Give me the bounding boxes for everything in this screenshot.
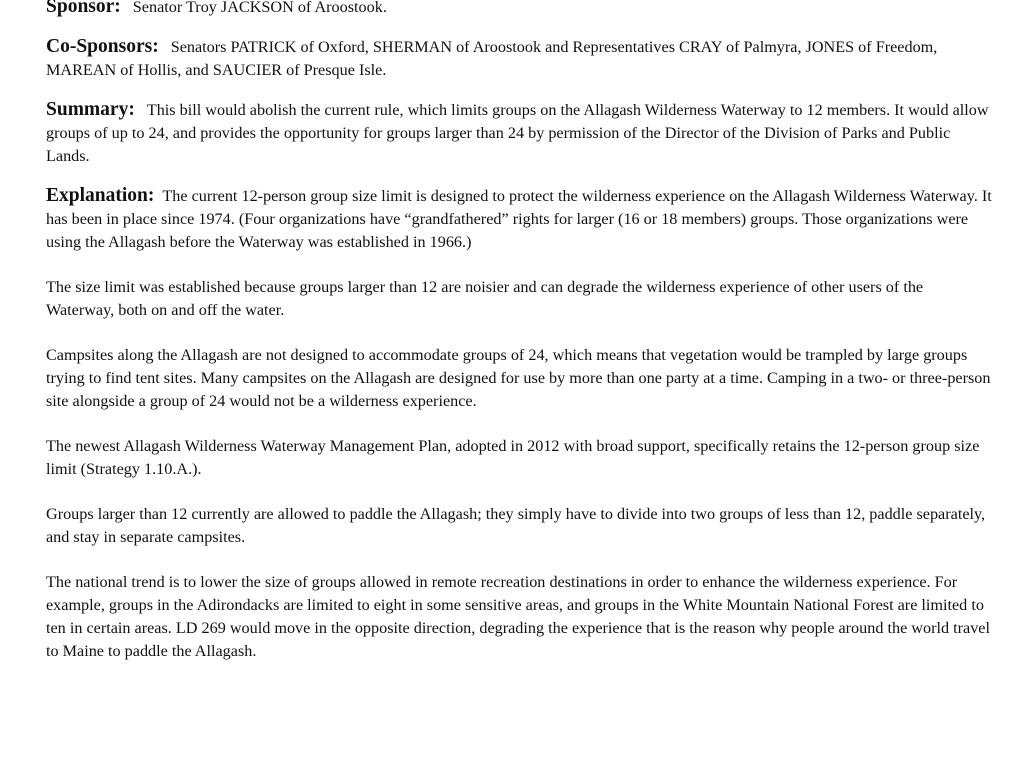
- explanation-section: [46, 184, 994, 254]
- paragraph-campsites: Campsites along the Allagash are not designed to accommodate groups of 24, which means that vegetation would be trampled by large groups trying to find tent sites. Many campsites on the Allagash are designed for use by more than one party at a time. Camping in a two- or three-person site alongside a group of 24 would not be a wilderness experience.: [46, 346, 991, 410]
- paragraph-groups-larger: Groups larger than 12 currently are allowed to paddle the Allagash; they simply have to divide into two groups of less than 12, paddle separately, and stay in separate campsites.: [46, 505, 986, 546]
- document-page: [46, 0, 994, 663]
- paragraph-national-trend: The national trend is to lower the size of groups allowed in remote recreation destinations in order to enhance the wilderness experience. For example, groups in the Adirondacks are limited to eight in some sensitive areas, and groups in the White Mountain National Forest are limited to ten in certain areas. LD 269 would move in the opposite direction, degrading the experience that is the reason why people around the world travel to Maine to paddle the Allagash.: [46, 573, 990, 660]
- explanation-label: Explanation:: [46, 185, 155, 206]
- cosponsors-section: [46, 35, 994, 82]
- sponsor-section: [46, 0, 994, 19]
- summary-label: Summary:: [46, 99, 135, 120]
- explanation-text: The current 12-person group size limit is designed to protect the wilderness experience on the Allagash Wilderness Waterway. It has been in place since 1974. (Four organizations have “grandfathered” rights for larger (16 or 18 members) groups. Those organizations were using the Allagash before the Waterway was established in 1966.): [46, 187, 992, 251]
- paragraph-management-plan: The newest Allagash Wilderness Waterway Management Plan, adopted in 2012 with broad support, specifically retains the 12-person group size limit (Strategy 1.10.A.).: [46, 437, 980, 478]
- paragraph-size-limit: The size limit was established because groups larger than 12 are noisier and can degrade the wilderness experience of other users of the Waterway, both on and off the water.: [46, 278, 924, 319]
- summary-section: [46, 98, 994, 168]
- sponsor-label: Sponsor:: [46, 0, 121, 17]
- cosponsors-text: Senators PATRICK of Oxford, SHERMAN of Aroostook and Representatives CRAY of Palmyra, JONES of Freedom, MAREAN of Hollis, and SAUCIER of Presque Isle.: [46, 38, 938, 79]
- sponsor-text: Senator Troy JACKSON of Aroostook.: [132, 0, 387, 16]
- cosponsors-label: Co-Sponsors:: [46, 36, 159, 57]
- summary-text: This bill would abolish the current rule, which limits groups on the Allagash Wilderness Waterway to 12 members. It would allow groups of up to 24, and provides the opportunity for groups larger than 24 by permission of the Director of the Division of Parks and Public Lands.: [46, 101, 989, 165]
